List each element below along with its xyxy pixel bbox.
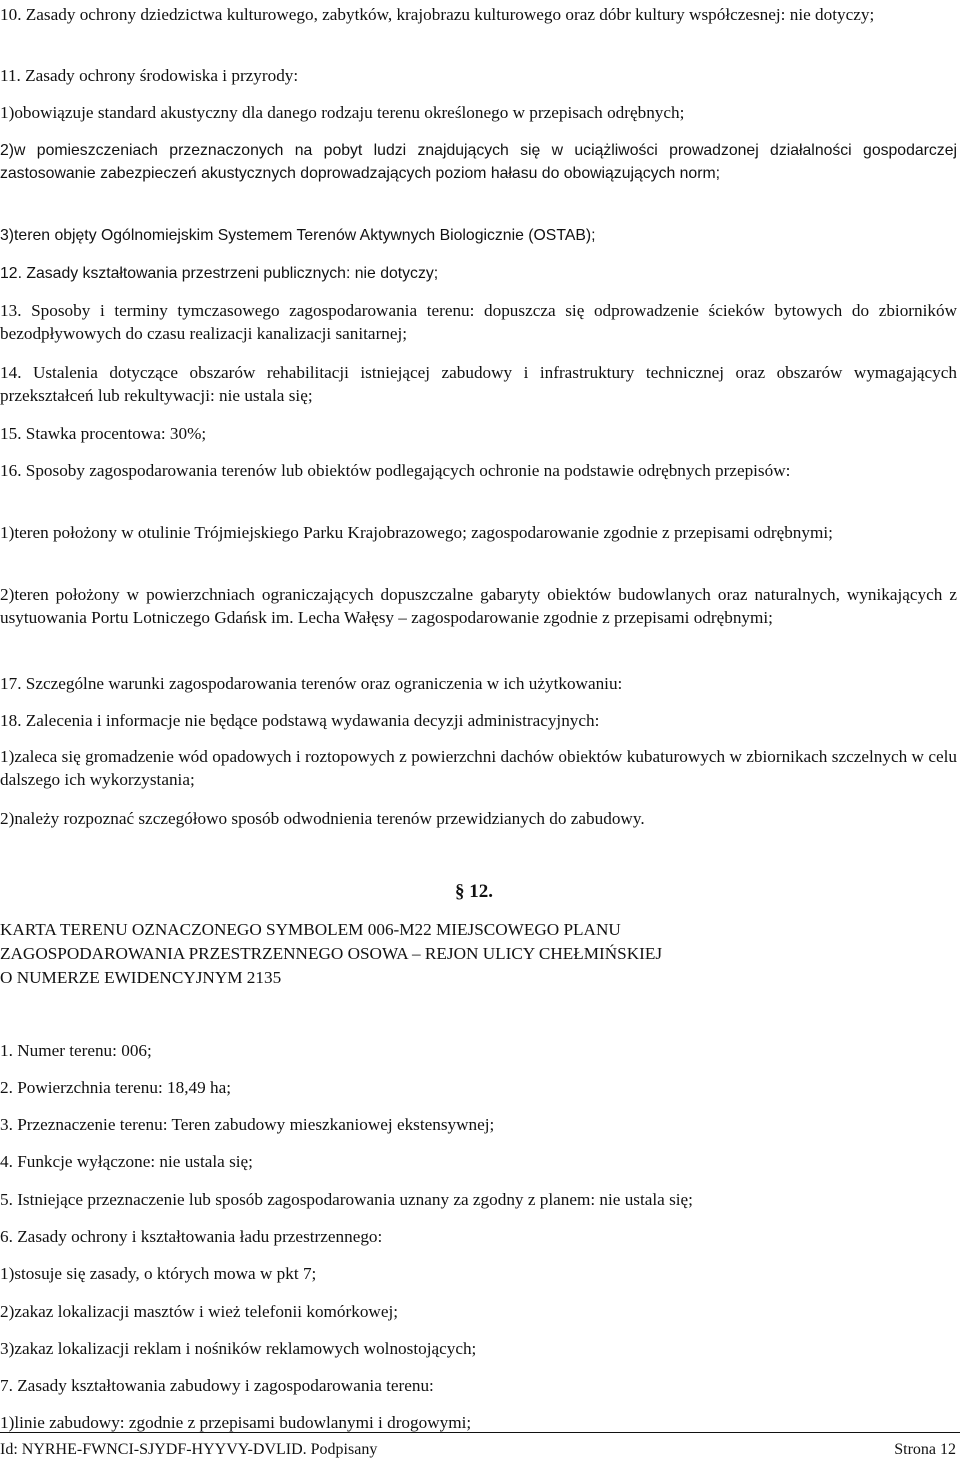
item-3: 3. Przeznaczenie terenu: Teren zabudowy mieszkaniowej ekstensywnej; [0, 1115, 495, 1134]
document-id: Id: NYRHE-FWNCI-SJYDF-HYYVY-DVLID. Podpisany [0, 1441, 378, 1458]
paragraph-11-2: 2)w pomieszczeniach przeznaczonych na pobyt ludzi znajdujących się w uciążliwości prowadzonej działalności gospodarczej zastosowanie zabezpieczeń akustycznych doprowadzających poziom hałasu do obowiązujących norm; [0, 142, 957, 182]
paragraph-17: 17. Szczególne warunki zagospodarowania terenów oraz ograniczenia w ich użytkowaniu: [0, 674, 623, 693]
card-title [0, 918, 957, 990]
item-5: 5. Istniejące przeznaczenie lub sposób zagospodarowania uznany za zgodny z planem: nie ustala się; [0, 1190, 693, 1209]
section-heading [455, 880, 493, 903]
paragraph-16-1: 1)teren położony w otulinie Trójmiejskiego Parku Krajobrazowego; zagospodarowanie zgodnie z przepisami odrębnymi; [0, 523, 833, 542]
paragraph-11: 11. Zasady ochrony środowiska i przyrody: [0, 66, 299, 85]
paragraph-10: 10. Zasady ochrony dziedzictwa kulturowego, zabytków, krajobrazu kulturowego oraz dóbr kultury współczesnej: nie dotyczy; [0, 5, 875, 24]
item-6: 6. Zasady ochrony i kształtowania ładu przestrzennego: [0, 1227, 383, 1246]
page-number: Strona 12 [894, 1441, 956, 1458]
paragraph-18-1: 1)zaleca się gromadzenie wód opadowych i roztopowych z powierzchni dachów obiektów kubaturowych w zbiornikach szczelnych w celu dalszego ich wykorzystania; [0, 747, 957, 789]
item-6-1: 1)stosuje się zasady, o których mowa w pkt 7; [0, 1264, 317, 1283]
item-2: 2. Powierzchnia terenu: 18,49 ha; [0, 1078, 232, 1097]
paragraph-16: 16. Sposoby zagospodarowania terenów lub obiektów podlegających ochronie na podstawie odrębnych przepisów: [0, 461, 791, 480]
paragraph-18: 18. Zalecenia i informacje nie będące podstawą wydawania decyzji administracyjnych: [0, 711, 600, 730]
item-6-3: 3)zakaz lokalizacji reklam i nośników reklamowych wolnostojących; [0, 1339, 477, 1358]
item-7-1: 1)linie zabudowy: zgodnie z przepisami budowlanymi i drogowymi; [0, 1413, 472, 1432]
section-symbol: § [455, 881, 465, 902]
section-number: 12. [469, 881, 493, 902]
item-4: 4. Funkcje wyłączone: nie ustala się; [0, 1152, 253, 1171]
title-line-2: ZAGOSPODAROWANIA PRZESTRZENNEGO OSOWA – REJON ULICY CHEŁMIŃSKIEJ [0, 944, 663, 963]
paragraph-12: 12. Zasady kształtowania przestrzeni publicznych: nie dotyczy; [0, 265, 439, 282]
title-line-3: O NUMERZE EWIDENCYJNYM 2135 [0, 968, 282, 987]
paragraph-15: 15. Stawka procentowa: 30%; [0, 424, 207, 443]
paragraph-18-2: 2)należy rozpoznać szczegółowo sposób odwodnienia terenów przewidzianych do zabudowy. [0, 809, 645, 828]
paragraph-16-2: 2)teren położony w powierzchniach ograniczających dopuszczalne gabaryty obiektów budowlanych oraz naturalnych, wynikających z usytuowania Portu Lotniczego Gdańsk im. Lecha Wałęsy – zagospodarowanie zgodnie z przepisami odrębnymi; [0, 585, 957, 627]
paragraph-14: 14. Ustalenia dotyczące obszarów rehabilitacji istniejącej zabudowy i infrastruktury technicznej oraz obszarów wymagających przekształceń lub rekultywacji: nie ustala się; [0, 363, 957, 405]
item-6-2: 2)zakaz lokalizacji masztów i wież telefonii komórkowej; [0, 1302, 399, 1321]
title-line-1: KARTA TERENU OZNACZONEGO SYMBOLEM 006-M22 MIEJSCOWEGO PLANU [0, 920, 621, 939]
item-7: 7. Zasady kształtowania zabudowy i zagospodarowania terenu: [0, 1376, 434, 1395]
paragraph-11-1: 1)obowiązuje standard akustyczny dla danego rodzaju terenu określonego w przepisach odrębnych; [0, 103, 685, 122]
footer-divider [0, 1432, 960, 1433]
paragraph-11-3: 3)teren objęty Ogólnomiejskim Systemem Terenów Aktywnych Biologicznie (OSTAB); [0, 227, 596, 244]
paragraph-13: 13. Sposoby i terminy tymczasowego zagospodarowania terenu: dopuszcza się odprowadzenie ścieków bytowych do zbiorników bezodpływowych do czasu realizacji kanalizacji sanitarnej; [0, 301, 957, 343]
item-1: 1. Numer terenu: 006; [0, 1041, 152, 1060]
